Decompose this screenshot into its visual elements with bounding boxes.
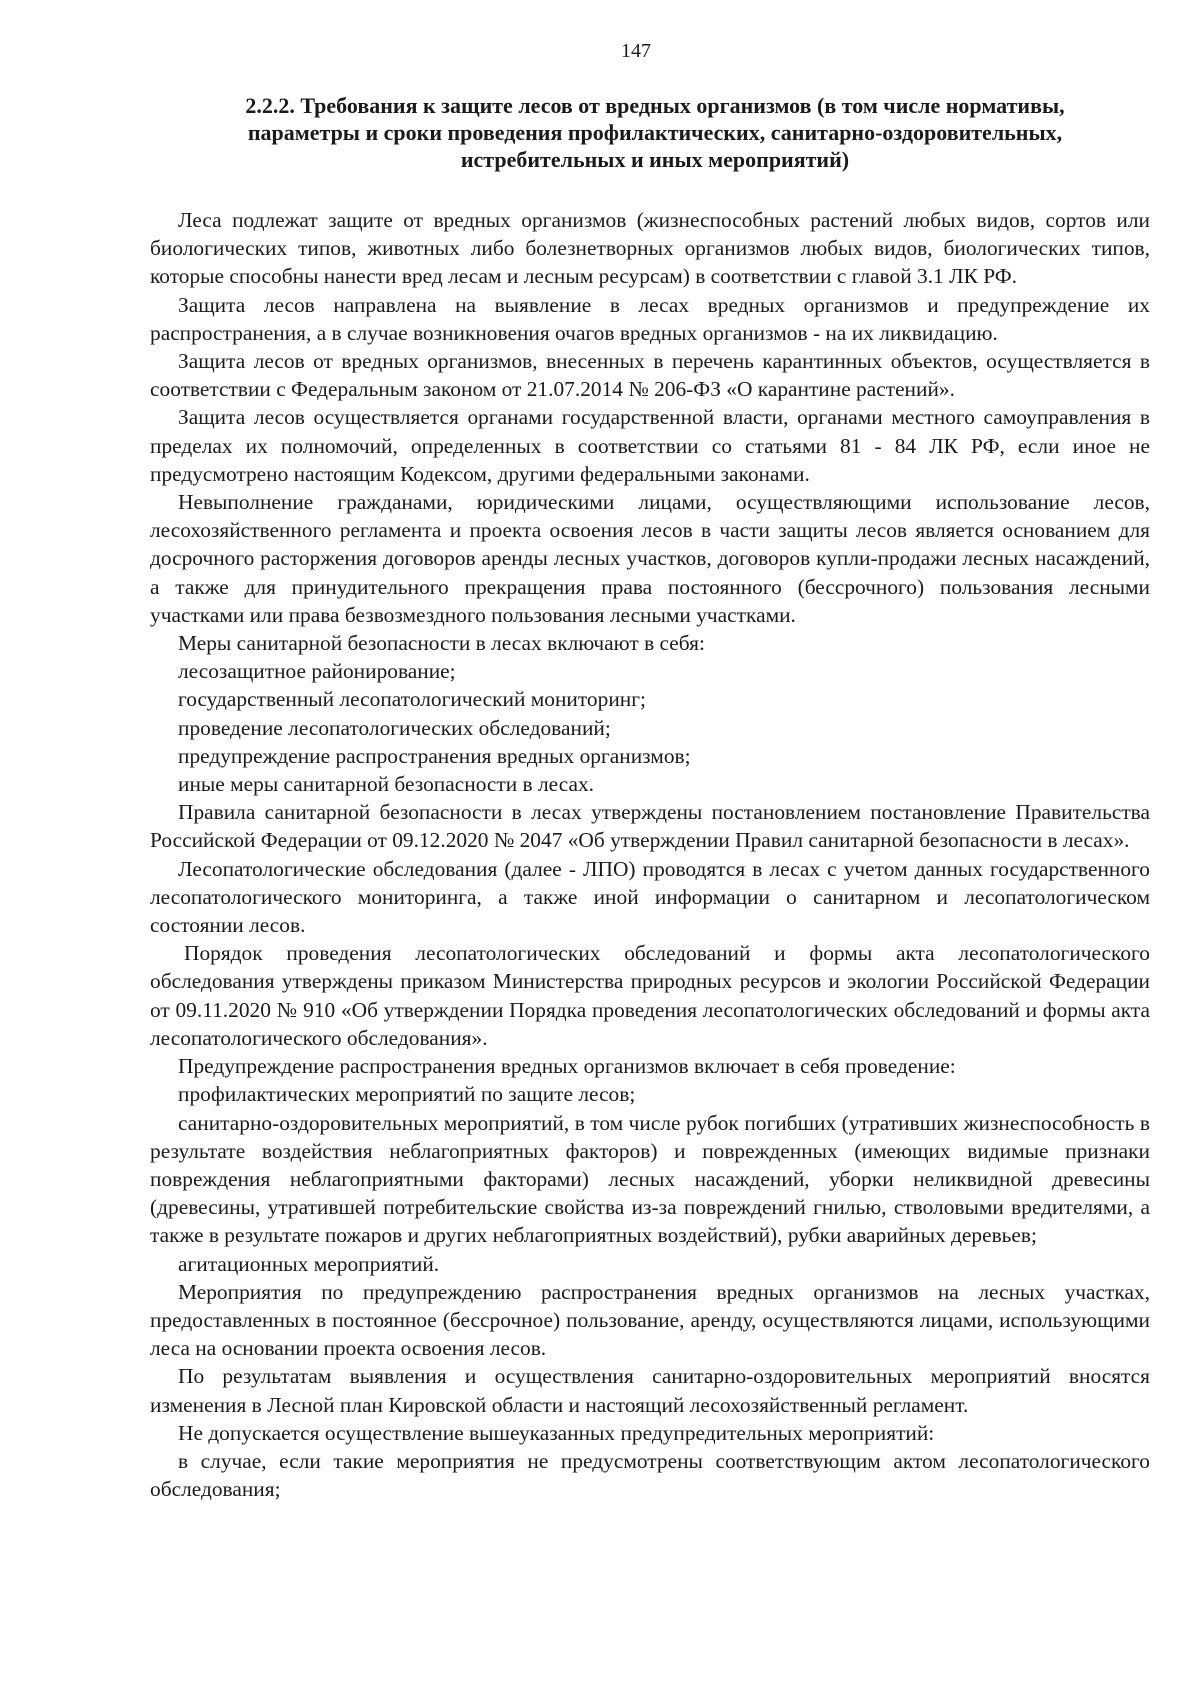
paragraph: Предупреждение распространения вредных организмов включает в себя проведение:: [178, 1054, 956, 1079]
paragraph: Меры санитарной безопасности в лесах включают в себя:: [178, 631, 705, 656]
paragraph: Невыполнение гражданами, юридическими лицами, осуществляющими использование лесов, лесохозяйственного регламента и проекта освоения лесов в части защиты лесов является основанием для досрочного расторжения договоров аренды лесных участков, договоров купли-продажи лесных насаждений, а также для принудительного прекращения права постоянного (бессрочного) пользования лесными участками или права безвозмездного пользования лесными участками.: [150, 490, 1150, 627]
paragraph: Защита лесов от вредных организмов, внесенных в перечень карантинных объектов, осуществляется в соответствии с Федеральным законом от 21.07.2014 № 206-ФЗ «О карантине растений».: [150, 349, 1150, 402]
paragraph: Мероприятия по предупреждению распространения вредных организмов на лесных участках, предоставленных в постоянное (бессрочное) пользование, аренду, осуществляются лицами, использующими леса на основании проекта освоения лесов.: [150, 1279, 1150, 1361]
list-item: иные меры санитарной безопасности в лесах.: [178, 772, 595, 797]
list-item: агитационных мероприятий.: [178, 1251, 440, 1276]
paragraph: Правила санитарной безопасности в лесах утверждены постановлением постановление Правительства Российской Федерации от 09.12.2020 № 2047 «Об утверждении Правил санитарной безопасности в лесах».: [150, 800, 1150, 853]
list-item: предупреждение распространения вредных организмов;: [178, 743, 691, 768]
list-item: государственный лесопатологический мониторинг;: [178, 687, 646, 712]
list-item: санитарно-оздоровительных мероприятий, в том числе рубок погибших (утративших жизнеспособность в результате воздействия неблагоприятных факторов) и поврежденных (имеющих видимые признаки повреждения неблагоприятными факторами) лесных насаждений, уборки неликвидной древесины (древесины, утратившей потребительские свойства из-за повреждений гнилью, стволовыми вредителями, а также в результате пожаров и других неблагоприятных воздействий), рубки аварийных деревьев;: [150, 1110, 1150, 1248]
paragraph: По результатам выявления и осуществления санитарно-оздоровительных мероприятий вносятся изменения в Лесной план Кировской области и настоящий лесохозяйственный регламент.: [150, 1364, 1150, 1417]
paragraph: Лесопатологические обследования (далее - ЛПО) проводятся в лесах с учетом данных государственного лесопатологического мониторинга, а также иной информации о санитарном и лесопатологическом состоянии лесов.: [150, 856, 1150, 938]
paragraph: Защита лесов направлена на выявление в лесах вредных организмов и предупреждение их распространения, а в случае возникновения очагов вредных организмов - на их ликвидацию.: [150, 292, 1150, 345]
list-item: в случае, если такие мероприятия не предусмотрены соответствующим актом лесопатологического обследования;: [150, 1448, 1150, 1502]
list-item: проведение лесопатологических обследований;: [178, 715, 611, 740]
paragraph: Не допускается осуществление вышеуказанных предупредительных мероприятий:: [178, 1420, 935, 1445]
list-item: профилактических мероприятий по защите лесов;: [178, 1082, 636, 1107]
paragraph: Защита лесов осуществляется органами государственной власти, органами местного самоуправления в пределах их полномочий, определенных в соответствии со статьями 81 - 84 ЛК РФ, если иное не предусмотрено настоящим Кодексом, другими федеральными законами.: [150, 405, 1150, 486]
paragraph: Порядок проведения лесопатологических обследований и формы акта лесопатологического обследования утверждены приказом Министерства природных ресурсов и экологии Российской Федерации от 09.11.2020 № 910 «Об утверждении Порядка проведения лесопатологических обследований и формы акта лесопатологического обследования».: [150, 941, 1150, 1050]
page-number: 147: [621, 40, 651, 62]
paragraph: Леса подлежат защите от вредных организмов (жизнеспособных растений любых видов, сортов или биологических типов, животных либо болезнетворных организмов любых видов, биологических типов, которые способны нанести вред лесам и лесным ресурсам) в соответствии с главой 3.1 ЛК РФ.: [150, 208, 1150, 289]
section-heading: 2.2.2. Требования к защите лесов от вредных организмов (в том числе нормативы, параметры и сроки проведения профилактических, санитарно-оздоровительных, истребительных и иных мероприятий): [245, 93, 1065, 172]
list-item: лесозащитное районирование;: [178, 659, 456, 684]
body-text: [150, 206, 1150, 1503]
